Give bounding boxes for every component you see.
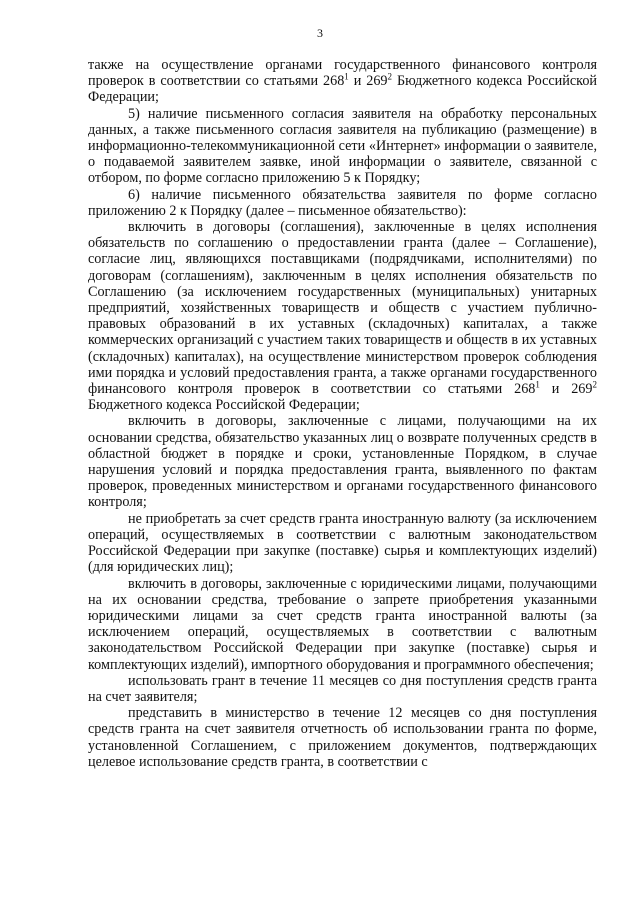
paragraph: также на осуществление органами государственного финансового контроля проверок в соответствии со статьями $268^1$ и $269^2$ Бюджетного кодекса Российской Федерации; — [88, 57, 597, 106]
paragraph: представить в министерство в течение 12 месяцев со дня поступления средств гранта на счет заявителя отчетность об использовании гранта по форме, установленной Соглашением, с приложением документов, подтверждающих целевое использование средств гранта, в соответствии с — [88, 705, 597, 770]
paragraph: включить в договоры, заключенные с юридическими лицами, получающими на их основании средства, требование о запрете приобретения указанными юридическими лицами за счет средств гранта иностранной валюты (за исключением операций, осуществляемых в соответствии с валютным законодательством Российской Федерации при закупке (поставке) сырья и комплектующих изделий), импортного оборудования и программного обеспечения; — [88, 575, 597, 673]
paragraph: включить в договоры, заключенные с лицами, получающими на их основании средства, обязательство указанных лиц о возврате полученных средств в областной бюджет в порядке и сроки, установленные Порядком, в случае нарушения условий и порядка предоставления гранта, выявленного по фактам проверок, проведенных министерством и органами государственного финансового контроля; — [88, 413, 597, 511]
page-number: 3 — [317, 26, 323, 40]
document-body — [88, 57, 597, 770]
paragraph: 5) наличие письменного согласия заявителя на обработку персональных данных, а также письменного согласия заявителя на публикацию (размещение) в информационно-телекоммуникационной сети «Интернет» информации о заявителе, о подаваемой заявителем заявке, иной информации о заявителе, связанной с отбором, по форме согласно приложению 5 к Порядку; — [88, 105, 597, 187]
paragraph: использовать грант в течение 11 месяцев со дня поступления средств гранта на счет заявителя; — [88, 672, 597, 705]
paragraph: не приобретать за счет средств гранта иностранную валюту (за исключением операций, осуществляемых в соответствии с валютным законодательством Российской Федерации при закупке (поставке) сырья и комплектующих изделий) (для юридических лиц); — [88, 510, 597, 576]
paragraph: включить в договоры (соглашения), заключенные в целях исполнения обязательств по соглашению о предоставлении гранта (далее – Соглашение), согласие лиц, являющихся поставщиками (подрядчиками, исполнителями) по договорам (соглашениям), заключенным в целях исполнения обязательств по Соглашению (за исключением государственных (муниципальных) унитарных предприятий, хозяйственных товариществ и обществ с участием публично-правовых образований в их уставных (складочных) капиталах, а также коммерческих организаций с участием таких товариществ и обществ в их уставных (складочных) капиталах), на осуществление министерством проверок соблюдения ими порядка и условий предоставления гранта, а также органами государственного финансового контроля проверок в соответствии со статьями $268^1$ и $269^2$ Бюджетного кодекса Российской Федерации; — [88, 219, 597, 414]
paragraph: 6) наличие письменного обязательства заявителя по форме согласно приложению 2 к Порядку (далее – письменное обязательство): — [88, 186, 597, 219]
